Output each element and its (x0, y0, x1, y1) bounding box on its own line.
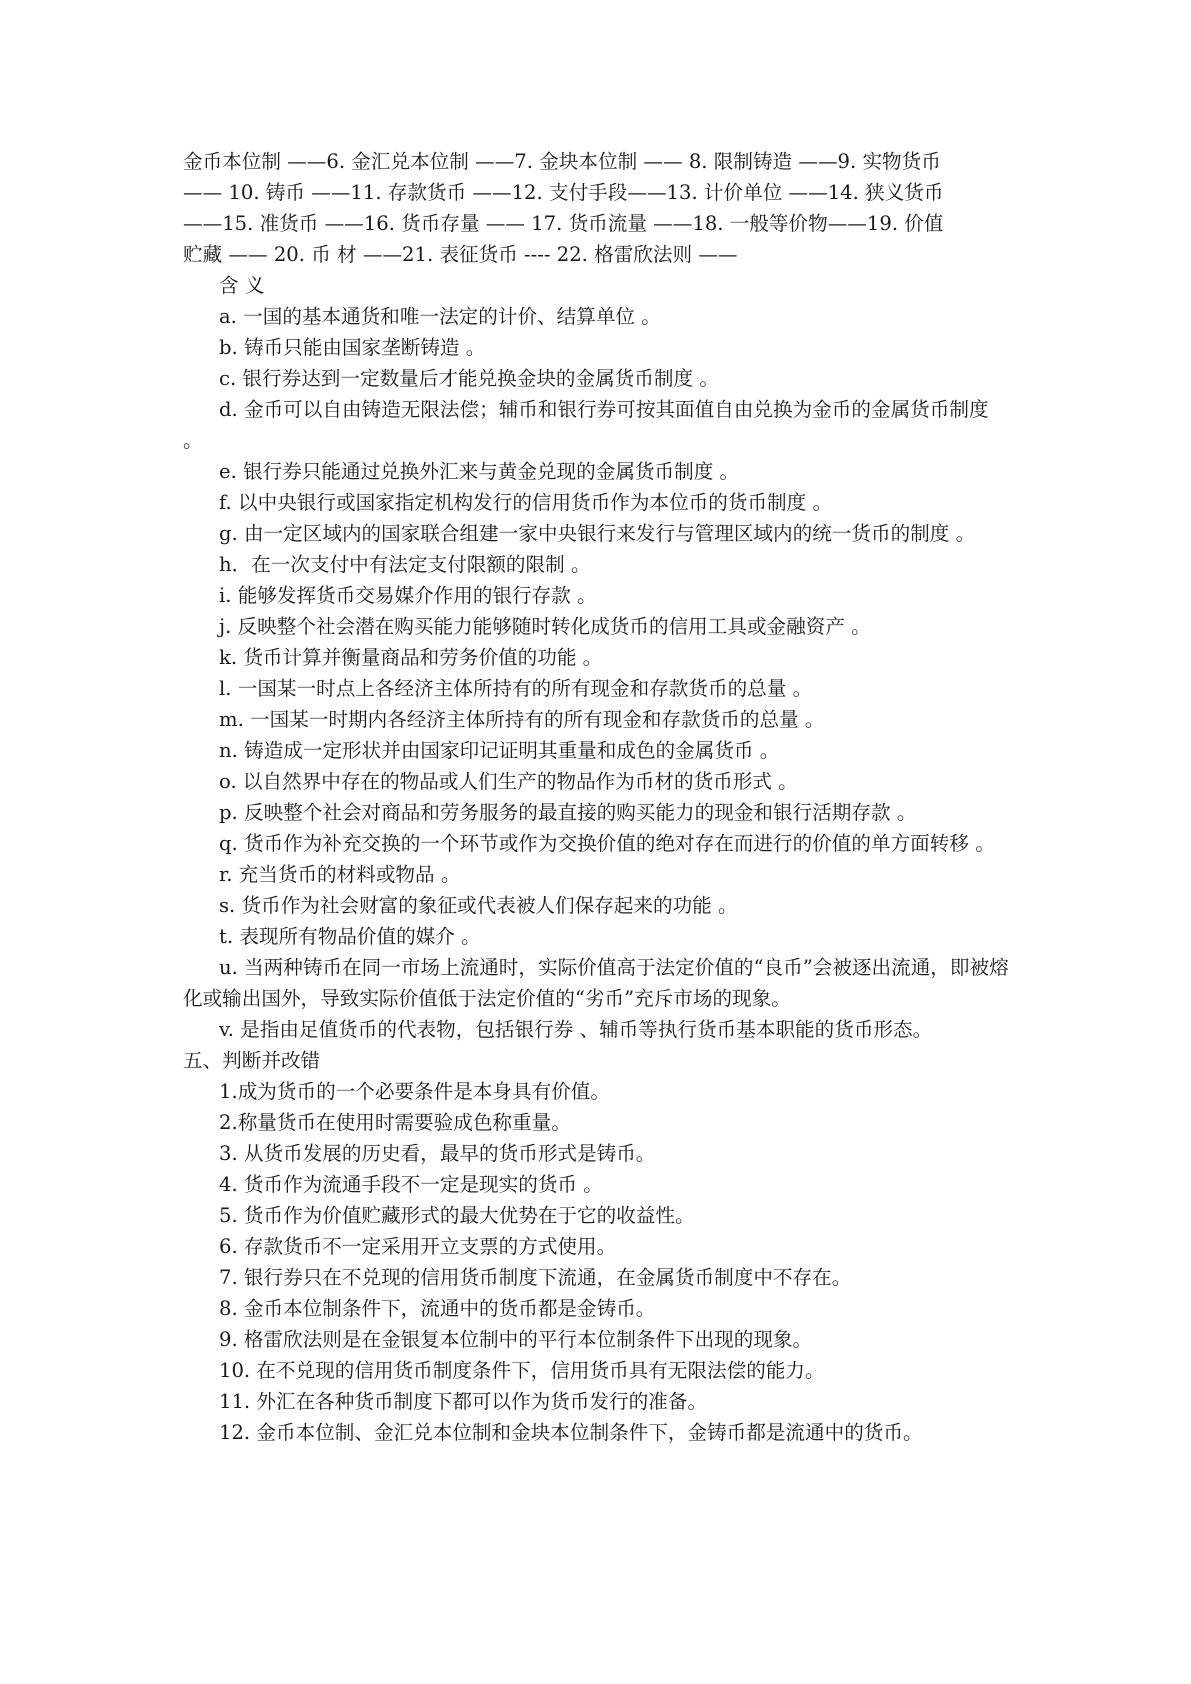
meaning-item: h．在一次支付中有法定支付限额的限制 。 (219, 553, 591, 576)
meaning-item: g. 由一定区域内的国家联合组建一家中央银行来发行与管理区域内的统一货币的制度 。 (219, 522, 976, 545)
judge-section-title: 五、判断并改错 (183, 1049, 321, 1072)
terms-line: 金币本位制 ——6. 金汇兑本位制 ——7. 金块本位制 —— 8. 限制铸造 ——9. 实物货币 (183, 150, 941, 173)
meanings-heading: 含 义 (219, 274, 265, 297)
meaning-item: t. 表现所有物品价值的媒介 。 (219, 925, 481, 948)
meaning-item: s. 货币作为社会财富的象征或代表被人们保存起来的功能 。 (219, 894, 738, 917)
meanings-list (183, 301, 1013, 1045)
judge-item: 9. 格雷欣法则是在金银复本位制中的平行本位制条件下出现的现象。 (219, 1328, 813, 1351)
judge-item: 11. 外汇在各种货币制度下都可以作为货币发行的准备。 (219, 1390, 708, 1413)
judge-item: 2.称量货币在使用时需要验成色称重量。 (219, 1111, 571, 1134)
meaning-item: v. 是指由足值货币的代表物，包括银行券 、辅币等执行货币基本职能的货币形态。 (219, 1018, 933, 1041)
meaning-item: b. 铸币只能由国家垄断铸造 。 (219, 336, 486, 359)
terms-line: ——15. 准货币 ——16. 货币存量 —— 17. 货币流量 ——18. 一般等价物——19. 价值 (183, 212, 944, 235)
terms-line: 贮藏 —— 20. 币 材 ——21. 表征货币 ---- 22. 格雷欣法则 —— (183, 243, 738, 266)
judge-list (183, 1076, 1013, 1448)
judge-item: 12. 金币本位制、金汇兑本位制和金块本位制条件下，金铸币都是流通中的货币。 (219, 1421, 923, 1444)
judge-item: 5. 货币作为价值贮藏形式的最大优势在于它的收益性。 (219, 1204, 695, 1227)
judge-item: 4. 货币作为流通手段不一定是现实的货币 。 (219, 1173, 603, 1196)
meaning-item: r. 充当货币的材料或物品 。 (219, 863, 461, 886)
judge-item: 6. 存款货币不一定采用开立支票的方式使用。 (219, 1235, 617, 1258)
judge-item: 3. 从货币发展的历史看，最早的货币形式是铸币。 (219, 1142, 656, 1165)
meaning-item: p. 反映整个社会对商品和劳务服务的最直接的购买能力的现金和银行活期存款 。 (219, 801, 917, 824)
judge-item: 10. 在不兑现的信用货币制度条件下，信用货币具有无限法偿的能力。 (219, 1359, 825, 1382)
meaning-item: m. 一国某一时期内各经济主体所持有的所有现金和存款货币的总量 。 (219, 708, 825, 731)
meaning-item: u. 当两种铸币在同一市场上流通时，实际价值高于法定价值的“良币”会被逐出流通，即被熔化或输出国外，导致实际价值低于法定价值的“劣币”充斥市场的现象。 (183, 956, 1009, 1010)
meaning-item: q. 货币作为补充交换的一个环节或作为交换价值的绝对存在而进行的价值的单方面转移 。 (219, 832, 995, 855)
meaning-item: l. 一国某一时点上各经济主体所持有的所有现金和存款货币的总量 。 (219, 677, 813, 700)
meaning-item: c. 银行券达到一定数量后才能兑换金块的金属货币制度 。 (219, 367, 719, 390)
judge-item: 7. 银行券只在不兑现的信用货币制度下流通，在金属货币制度中不存在。 (219, 1266, 852, 1289)
terms-line: —— 10. 铸币 ——11. 存款货币 ——12. 支付手段——13. 计价单位 ——14. 狭义货币 (183, 181, 944, 204)
meaning-item: i. 能够发挥货币交易媒介作用的银行存款 。 (219, 584, 597, 607)
judge-item: 1.成为货币的一个必要条件是本身具有价值。 (219, 1080, 610, 1103)
meaning-item: a. 一国的基本通货和唯一法定的计价、结算单位 。 (219, 305, 661, 328)
meaning-item: j. 反映整个社会潜在购买能力能够随时转化成货币的信用工具或金融资产 。 (219, 615, 871, 638)
meaning-item: e. 银行券只能通过兑换外汇来与黄金兑现的金属货币制度 。 (219, 460, 740, 483)
document-page (183, 146, 1013, 1448)
terms-block (183, 146, 1013, 270)
meaning-item: k. 货币计算并衡量商品和劳务价值的功能 。 (219, 646, 603, 669)
meaning-item: n. 铸造成一定形状并由国家印记证明其重量和成色的金属货币 。 (219, 739, 780, 762)
meaning-item: f. 以中央银行或国家指定机构发行的信用货币作为本位币的货币制度 。 (219, 491, 833, 514)
meaning-item: d. 金币可以自由铸造无限法偿；辅币和银行券可按其面值自由兑换为金币的金属货币制度 。 (183, 398, 989, 452)
judge-item: 8. 金币本位制条件下，流通中的货币都是金铸币。 (219, 1297, 656, 1320)
meaning-item: o. 以自然界中存在的物品或人们生产的物品作为币材的货币形式 。 (219, 770, 798, 793)
